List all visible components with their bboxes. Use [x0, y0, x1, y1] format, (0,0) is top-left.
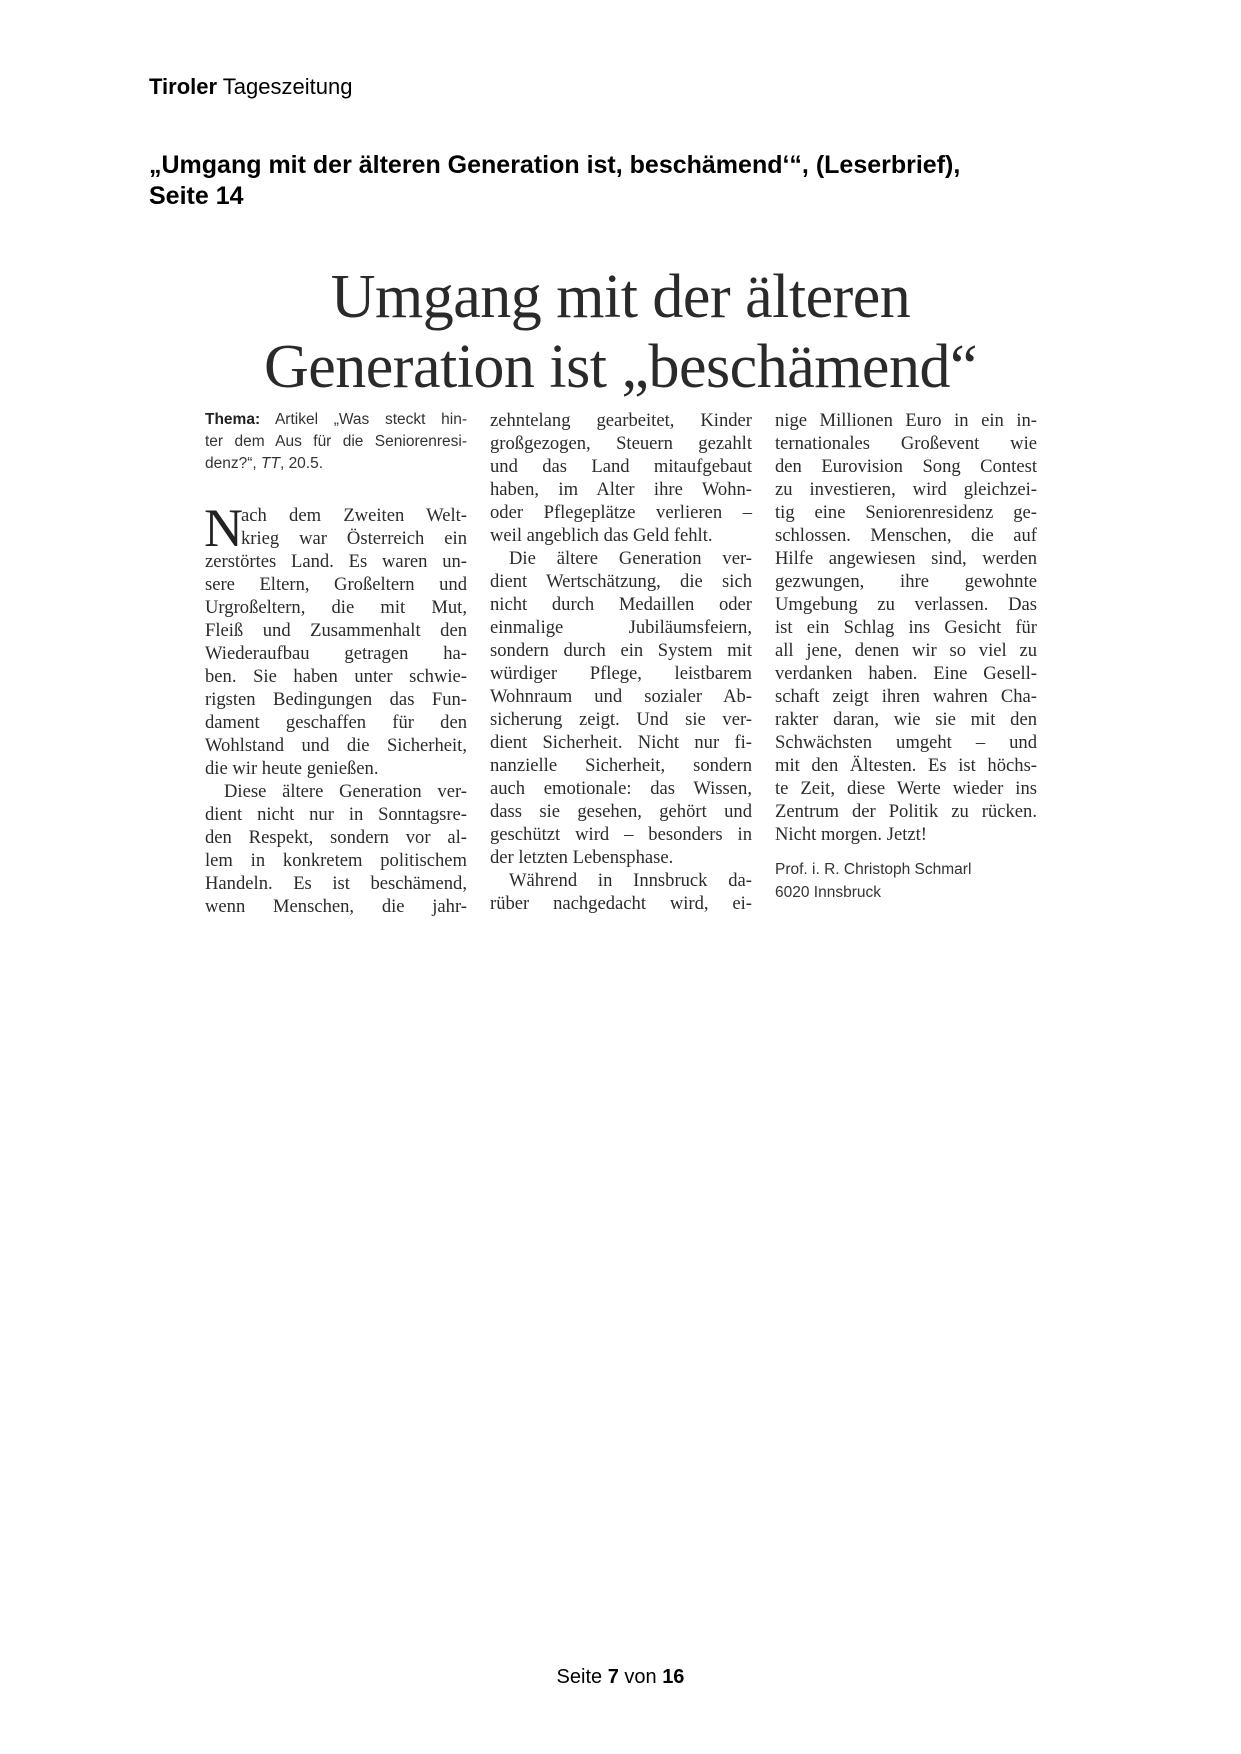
text-line: rüber nachgedacht wird, ei- [490, 893, 752, 914]
text-line: dient Wertschätzung, die sich [490, 571, 752, 592]
text-line: mit den Ältesten. Es ist höchs- [775, 755, 1037, 776]
page-prefix: Seite [556, 1666, 608, 1688]
thema-text: Artikel „Was steckt hin- [274, 411, 468, 428]
article-column-3 [775, 409, 1037, 904]
text-line: schlossen. Menschen, die auf [775, 525, 1037, 546]
text-line: auch emotionale: das Wissen, [490, 778, 752, 799]
text-line: sondern durch ein System mit [490, 640, 752, 661]
newspaper-source [149, 74, 352, 100]
text-line: ben. Sie haben unter schwie- [205, 666, 467, 687]
text-line: und das Land mitaufgebaut [490, 456, 752, 477]
text-line: Hilfe angewiesen sind, werden [775, 548, 1037, 569]
text-line: nige Millionen Euro in ein in- [775, 410, 1037, 431]
text-line: zu investieren, wird gleichzei- [775, 479, 1037, 500]
paragraph [490, 547, 752, 869]
text-line: einmalige Jubiläumsfeiern, [490, 617, 752, 638]
headline-line: Generation ist „beschämend“ [264, 333, 977, 401]
thema-text: denz?“, [205, 455, 262, 472]
paragraph [490, 869, 752, 915]
article-column-1 [205, 409, 467, 918]
text-line: Wohnraum und sozialer Ab- [490, 686, 752, 707]
document-title-line: „Umgang mit der älteren Generation ist, beschämend‘“, (Leserbrief), [149, 151, 961, 179]
text-line: Urgroßeltern, die mit Mut, [205, 597, 467, 618]
text-line: haben, im Alter ihre Wohn- [490, 479, 752, 500]
text-line: den Eurovision Song Contest [775, 456, 1037, 477]
text-line: lem in konkretem politischem [205, 850, 467, 871]
text-line: krieg war Österreich ein [241, 528, 467, 549]
thema-reference [205, 409, 467, 475]
text-line: Umgebung zu verlassen. Das [775, 594, 1037, 615]
paragraph [490, 409, 752, 547]
text-line: zehntelang gearbeitet, Kinder [490, 410, 752, 431]
text-line: Wohlstand und die Sicherheit, [205, 735, 467, 756]
text-line: te Zeit, diese Werte wieder ins [775, 778, 1037, 799]
text-line: rigsten Bedingungen das Fun- [205, 689, 467, 710]
author-location: 6020 Innsbruck [775, 884, 881, 901]
text-line: Die ältere Generation ver- [509, 548, 752, 569]
text-line: ternationales Großevent wie [775, 433, 1037, 454]
headline-line: Umgang mit der älteren [330, 263, 911, 331]
document-title [149, 150, 1069, 212]
document-title-page: Seite 14 [149, 182, 244, 210]
text-line: den Respekt, sondern vor al- [205, 827, 467, 848]
source-bold: Tiroler [149, 74, 218, 99]
text-line: oder Pflegeplätze verlieren – [490, 502, 752, 523]
text-line: würdiger Pflege, leistbarem [490, 663, 752, 684]
text-line: weil angeblich das Geld fehlt. [490, 525, 713, 546]
text-line: verdanken haben. Eine Gesell- [775, 663, 1037, 684]
text-line: Handeln. Es ist beschämend, [205, 873, 467, 894]
text-line: ach dem Zweiten Welt- [241, 505, 467, 526]
text-line: Schwächsten umgeht – und [775, 732, 1037, 753]
text-line: all jene, denen wir so viel zu [775, 640, 1037, 661]
text-line: geschützt wird – besonders in [490, 824, 752, 845]
text-line: Nicht morgen. Jetzt! [775, 824, 927, 845]
source-rest: Tageszeitung [222, 74, 353, 99]
text-line: dass sie gesehen, gehört und [490, 801, 752, 822]
text-line: tig eine Seniorenresidenz ge- [775, 502, 1037, 523]
text-line: großgezogen, Steuern gezahlt [490, 433, 752, 454]
text-line: dient nicht nur in Sonntagsre- [205, 804, 467, 825]
current-page: 7 [607, 1666, 619, 1688]
text-line: der letzten Lebensphase. [490, 847, 674, 868]
thema-paper: TT [261, 455, 280, 472]
article-headline [0, 262, 1241, 402]
drop-cap: N [204, 498, 243, 558]
paragraph [205, 780, 467, 918]
text-line: Während in Innsbruck da- [509, 870, 752, 891]
text-line: nicht durch Medaillen oder [490, 594, 752, 615]
text-line: zerstörtes Land. Es waren un- [205, 551, 467, 572]
text-line: Diese ältere Generation ver- [224, 781, 467, 802]
page-number [0, 1666, 1241, 1689]
thema-text: ter dem Aus für die Seniorenresi- [205, 433, 467, 450]
text-line: wenn Menschen, die jahr- [205, 896, 467, 917]
thema-label: Thema: [205, 411, 261, 428]
paragraph [775, 409, 1037, 846]
paragraph [204, 498, 467, 780]
text-line: die wir heute genießen. [205, 758, 379, 779]
article-column-2 [490, 409, 752, 915]
text-line: gezwungen, ihre gewohnte [775, 571, 1037, 592]
thema-date: , 20.5. [279, 455, 324, 472]
text-line: schaft zeigt ihren wahren Cha- [775, 686, 1037, 707]
text-line: Fleiß und Zusammenhalt den [205, 620, 467, 641]
text-line: dament geschaffen für den [205, 712, 467, 733]
text-line: Zentrum der Politik zu rücken. [775, 801, 1037, 822]
text-line: nanzielle Sicherheit, sondern [490, 755, 752, 776]
signature [775, 858, 1037, 904]
text-line: ist ein Schlag ins Gesicht für [775, 617, 1037, 638]
text-line: sicherung zeigt. Und sie ver- [490, 709, 752, 730]
text-line: rakter daran, wie sie mit den [775, 709, 1037, 730]
text-line: dient Sicherheit. Nicht nur fi- [490, 732, 752, 753]
text-line: sere Eltern, Großeltern und [205, 574, 467, 595]
author-name: Prof. i. R. Christoph Schmarl [775, 861, 972, 878]
total-pages: 16 [662, 1666, 685, 1688]
text-line: Wiederaufbau getragen ha- [205, 643, 467, 664]
page-mid: von [618, 1666, 663, 1688]
